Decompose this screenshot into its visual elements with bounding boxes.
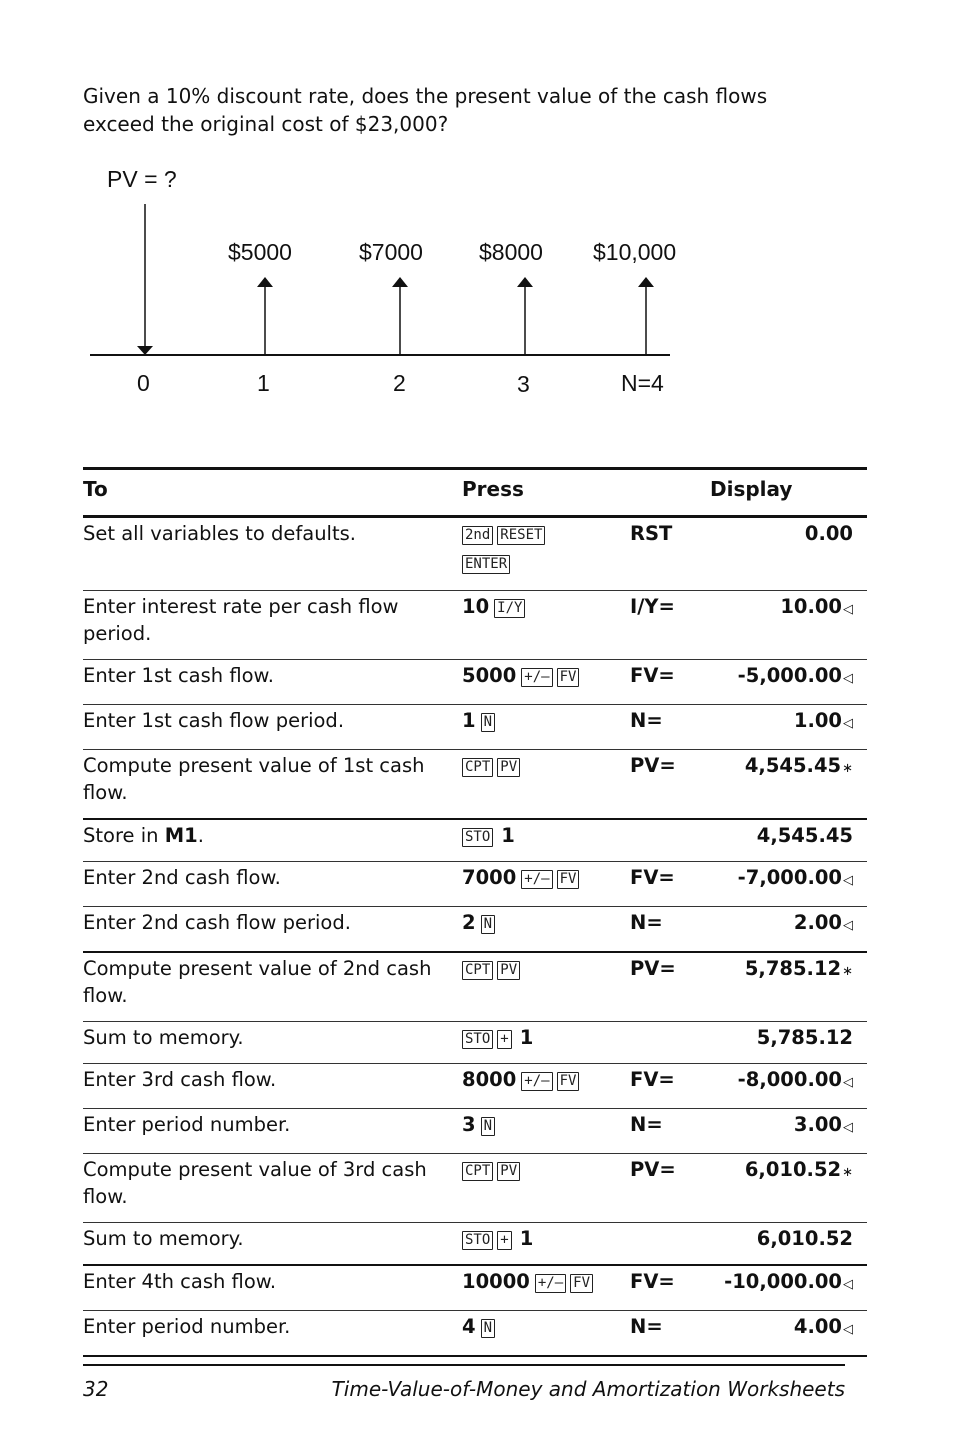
header-spacer — [630, 469, 710, 517]
cell-press — [462, 591, 630, 660]
key-pv-button: PV — [497, 961, 520, 980]
keystrokes — [462, 1024, 630, 1051]
keystrokes — [462, 955, 630, 982]
period-label: 2 — [393, 370, 406, 396]
amount-label: $5000 — [228, 239, 292, 265]
key-fv-button: FV — [557, 668, 580, 687]
cell-variable: FV= — [630, 862, 710, 907]
table-header-row — [83, 469, 867, 517]
computed-indicator-icon: ∗ — [842, 1165, 853, 1180]
display-value: 4,545.45 — [744, 754, 842, 777]
cell-display — [710, 1064, 867, 1109]
keystrokes — [462, 752, 630, 779]
to-text: Store in — [83, 824, 165, 847]
cell-to: Enter 2nd cash flow period. — [83, 907, 462, 953]
cell-display — [710, 517, 867, 591]
display-value: 4.00 — [793, 1315, 842, 1338]
entered-indicator-icon: ◁ — [843, 1322, 853, 1337]
cell-display — [710, 1154, 867, 1223]
display-value: 5,785.12 — [744, 957, 842, 980]
key-plus-button: + — [497, 1231, 511, 1250]
cell-to: Enter 1st cash flow period. — [83, 705, 462, 750]
cell-display — [710, 1109, 867, 1154]
keystrokes — [462, 662, 630, 689]
cash-flow-arrow — [257, 277, 273, 355]
computed-indicator-icon: ∗ — [842, 964, 853, 979]
cash-flow-arrow — [638, 277, 654, 355]
typed-number: 1 — [519, 1227, 534, 1250]
cell-variable: RST — [630, 517, 710, 591]
amount-label: $10,000 — [593, 239, 677, 265]
cell-to: Enter 4th cash flow. — [83, 1265, 462, 1311]
cell-press — [462, 750, 630, 820]
header-display: Display — [710, 469, 867, 517]
cell-variable — [630, 1223, 710, 1266]
keystrokes — [462, 822, 630, 849]
cell-display — [710, 1311, 867, 1357]
keystrokes — [462, 1066, 630, 1093]
keystrokes — [462, 520, 630, 578]
typed-number: 4 — [462, 1315, 476, 1338]
cell-press — [462, 517, 630, 591]
keystrokes — [462, 1156, 630, 1183]
pv-label: PV = ? — [107, 166, 177, 192]
cell-display — [710, 952, 867, 1022]
keystrokes — [462, 1111, 630, 1138]
typed-number: 10 — [462, 595, 490, 618]
table-row — [83, 705, 867, 750]
cell-display — [710, 1022, 867, 1064]
cell-press — [462, 1311, 630, 1357]
cell-variable: PV= — [630, 750, 710, 820]
entered-indicator-icon: ◁ — [843, 873, 853, 888]
table-row — [83, 517, 867, 591]
key-plus-button: + — [497, 1030, 511, 1049]
typed-number: 2 — [462, 911, 476, 934]
cell-display — [710, 705, 867, 750]
display-value: 1.00 — [793, 709, 842, 732]
display-value: 6,010.52 — [744, 1158, 842, 1181]
cell-display — [710, 660, 867, 705]
cell-variable: N= — [630, 907, 710, 953]
header-to: To — [83, 469, 462, 517]
cell-press — [462, 862, 630, 907]
entered-indicator-icon: ◁ — [843, 716, 853, 731]
key-n-button: N — [481, 1319, 495, 1338]
table-row — [83, 591, 867, 660]
display-value: 6,010.52 — [756, 1227, 853, 1250]
keystrokes — [462, 864, 630, 891]
page-number: 32 — [83, 1377, 109, 1401]
cell-press — [462, 952, 630, 1022]
entered-indicator-icon: ◁ — [843, 1277, 853, 1292]
cell-press — [462, 819, 630, 862]
display-value: -7,000.00 — [737, 866, 842, 889]
cell-to: Compute present value of 2nd cash flow. — [83, 952, 462, 1022]
key-fv-button: FV — [570, 1274, 593, 1293]
section-title: Time-Value-of-Money and Amortization Worksheets — [331, 1377, 845, 1401]
key-enter-button: ENTER — [462, 555, 510, 574]
cell-display — [710, 750, 867, 820]
cell-display — [710, 907, 867, 953]
keystrokes — [462, 1268, 630, 1295]
table-row — [83, 1022, 867, 1064]
typed-number: 5000 — [462, 664, 517, 687]
cash-flow-arrow — [392, 277, 408, 355]
computed-indicator-icon: ∗ — [842, 761, 853, 776]
keystrokes — [462, 1225, 630, 1252]
entered-indicator-icon: ◁ — [843, 918, 853, 933]
cash-flow-timeline-diagram — [0, 150, 720, 410]
cell-press — [462, 660, 630, 705]
cash-flow-arrow — [517, 277, 533, 355]
cell-press — [462, 1022, 630, 1064]
cell-to: Enter 2nd cash flow. — [83, 862, 462, 907]
key-n-button: N — [481, 713, 495, 732]
footer-rule — [83, 1364, 845, 1366]
cell-variable: PV= — [630, 1154, 710, 1223]
display-value: 0.00 — [804, 522, 853, 545]
key-n-button: N — [481, 915, 495, 934]
key-pv-button: PV — [497, 1162, 520, 1181]
cell-to: Sum to memory. — [83, 1223, 462, 1266]
cell-display — [710, 591, 867, 660]
table-row — [83, 1154, 867, 1223]
cell-display — [710, 1265, 867, 1311]
typed-number: 10000 — [462, 1270, 530, 1293]
cell-to: Enter interest rate per cash flow period. — [83, 591, 462, 660]
table-row — [83, 819, 867, 862]
key-plus-button: +/– — [521, 870, 552, 889]
to-text: . — [197, 824, 204, 847]
cell-press — [462, 1265, 630, 1311]
display-value: 4,545.45 — [756, 824, 853, 847]
cell-press — [462, 1109, 630, 1154]
key-plus-button: +/– — [521, 1072, 552, 1091]
cell-to: Sum to memory. — [83, 1022, 462, 1064]
typed-number: 8000 — [462, 1068, 517, 1091]
table-row — [83, 1311, 867, 1357]
cell-variable: FV= — [630, 660, 710, 705]
table-row — [83, 1064, 867, 1109]
page-footer — [83, 1377, 845, 1401]
memory-name: M1 — [164, 824, 198, 847]
period-label: 0 — [137, 370, 150, 396]
cell-display — [710, 862, 867, 907]
cell-variable: FV= — [630, 1265, 710, 1311]
keystrokes — [462, 1313, 630, 1340]
entered-indicator-icon: ◁ — [843, 602, 853, 617]
entered-indicator-icon: ◁ — [843, 1120, 853, 1135]
key-sto-button: STO — [462, 828, 493, 847]
keystrokes — [462, 707, 630, 734]
key-cpt-button: CPT — [462, 961, 493, 980]
display-value: -8,000.00 — [737, 1068, 842, 1091]
cell-to: Enter period number. — [83, 1109, 462, 1154]
key-sto-button: STO — [462, 1231, 493, 1250]
cell-press — [462, 1223, 630, 1266]
cell-variable — [630, 1022, 710, 1064]
cell-to: Enter period number. — [83, 1311, 462, 1357]
key-plus-button: +/– — [535, 1274, 566, 1293]
key-iy-button: I/Y — [494, 599, 525, 618]
cell-to: Compute present value of 1st cash flow. — [83, 750, 462, 820]
table-row — [83, 907, 867, 953]
cell-press — [462, 907, 630, 953]
keystrokes — [462, 593, 630, 620]
cell-variable: N= — [630, 705, 710, 750]
cell-to: Compute present value of 3rd cash flow. — [83, 1154, 462, 1223]
key-fv-button: FV — [557, 870, 580, 889]
amount-label: $7000 — [359, 239, 423, 265]
cell-press — [462, 705, 630, 750]
table-row — [83, 952, 867, 1022]
key-n-button: N — [481, 1117, 495, 1136]
period-label: N=4 — [621, 370, 664, 396]
key-2nd-button: 2nd — [462, 526, 493, 545]
header-press: Press — [462, 469, 630, 517]
display-value: 10.00 — [780, 595, 842, 618]
typed-number: 1 — [501, 824, 515, 847]
table-row — [83, 1109, 867, 1154]
table-row — [83, 750, 867, 820]
display-value: -5,000.00 — [737, 664, 842, 687]
entered-indicator-icon: ◁ — [843, 1075, 853, 1090]
cell-to: Enter 3rd cash flow. — [83, 1064, 462, 1109]
display-value: -10,000.00 — [724, 1270, 842, 1293]
cell-variable: N= — [630, 1311, 710, 1357]
cell-display — [710, 1223, 867, 1266]
typed-number: 1 — [462, 709, 476, 732]
cell-display — [710, 819, 867, 862]
table-row — [83, 1265, 867, 1311]
cell-variable — [630, 819, 710, 862]
cell-variable: FV= — [630, 1064, 710, 1109]
table-row — [83, 660, 867, 705]
typed-number: 7000 — [462, 866, 517, 889]
cell-to: Enter 1st cash flow. — [83, 660, 462, 705]
key-plus-button: +/– — [521, 668, 552, 687]
key-pv-button: PV — [497, 758, 520, 777]
table-row — [83, 1223, 867, 1266]
pv-arrow-head — [137, 346, 153, 355]
cell-press — [462, 1064, 630, 1109]
display-value: 3.00 — [793, 1113, 842, 1136]
display-value: 2.00 — [793, 911, 842, 934]
key-reset-button: RESET — [497, 526, 545, 545]
table-body — [83, 517, 867, 1357]
intro-paragraph: Given a 10% discount rate, does the present value of the cash flows exceed the original cost of $23,000? — [83, 84, 768, 136]
key-cpt-button: CPT — [462, 1162, 493, 1181]
typed-number: 1 — [519, 1026, 534, 1049]
cell-press — [462, 1154, 630, 1223]
key-fv-button: FV — [557, 1072, 580, 1091]
keystrokes — [462, 909, 630, 936]
display-value: 5,785.12 — [756, 1026, 853, 1049]
table-row — [83, 862, 867, 907]
cell-to — [83, 819, 462, 862]
key-sto-button: STO — [462, 1030, 493, 1049]
period-label: 3 — [517, 371, 530, 397]
keystroke-table — [83, 467, 867, 1357]
key-cpt-button: CPT — [462, 758, 493, 777]
typed-number: 3 — [462, 1113, 476, 1136]
cell-variable: N= — [630, 1109, 710, 1154]
cell-to: Set all variables to defaults. — [83, 517, 462, 591]
entered-indicator-icon: ◁ — [843, 671, 853, 686]
cell-variable: I/Y= — [630, 591, 710, 660]
cell-variable: PV= — [630, 952, 710, 1022]
period-label: 1 — [257, 370, 270, 396]
amount-label: $8000 — [479, 239, 543, 265]
